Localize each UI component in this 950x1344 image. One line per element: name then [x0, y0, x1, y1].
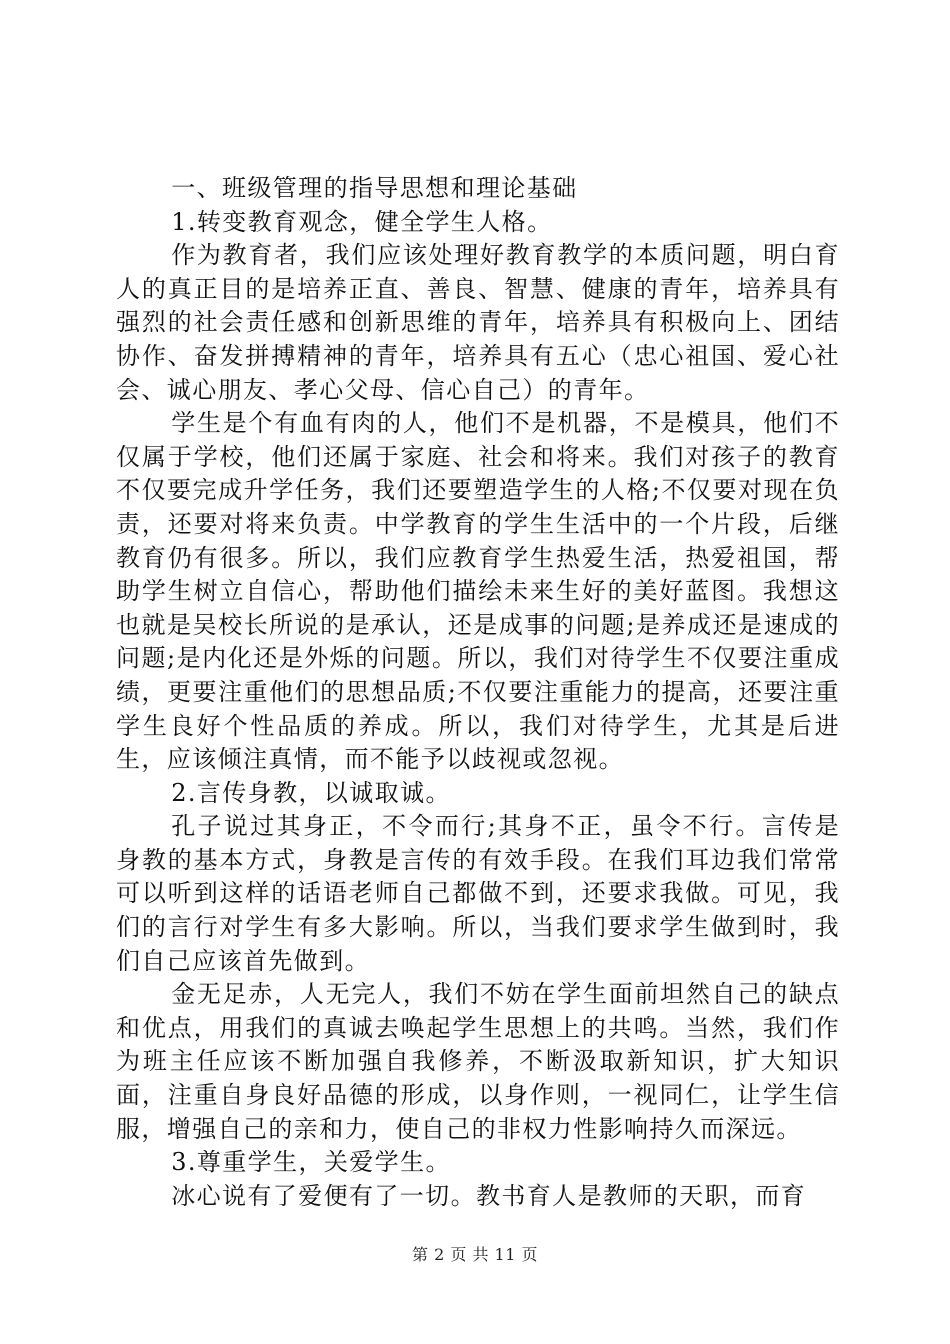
page-number-footer: 第 2 页 共 11 页 — [412, 1245, 538, 1264]
subheading-2: 2.言传身教，以诚取诚。 — [171, 778, 451, 807]
body-paragraph: 学生是个有血有肉的人，他们不是机器，不是模具，他们不仅属于学校，他们还属于家庭、社会和将来。我们对孩子的教育不仅要完成升学任务，我们还要塑造学生的人格;不仅要对现在负责，还要对将来负责。中学教育的学生生活中的一个片段，后继教育仍有很多。所以，我们应教育学生热爱生活，热爱祖国，帮助学生树立自信心，帮助他们描绘未来生好的美好蓝图。我想这也就是吴校长所说的是承认，还是成事的问题;是养成还是速成的问题;是内化还是外烁的问题。所以，我们对待学生不仅要注重成绩，更要注重他们的思想品质;不仅要注重能力的提高，还要注重学生良好个性品质的养成。所以，我们对待学生，尤其是后进生，应该倾注真情，而不能予以歧视或忽视。 — [116, 409, 840, 774]
body-paragraph: 金无足赤，人无完人，我们不妨在学生面前坦然自己的缺点和优点，用我们的真诚去唤起学生思想上的共鸣。当然，我们作为班主任应该不断加强自我修养，不断汲取新知识，扩大知识面，注重自身良好品德的形成，以身作则，一视同仁，让学生信服，增强自己的亲和力，使自己的非权力性影响持久而深远。 — [116, 980, 840, 1143]
body-paragraph: 冰心说有了爱便有了一切。教书育人是教师的天职，而育 — [171, 1181, 807, 1210]
subheading-3: 3.尊重学生，关爱学生。 — [171, 1148, 451, 1177]
section-heading: 一、班级管理的指导思想和理论基础 — [171, 174, 578, 202]
body-paragraph: 孔子说过其身正，不令而行;其身不正，虽令不行。言传是身教的基本方式，身教是言传的有效手段。在我们耳边我们常常可以听到这样的话语老师自己都做不到，还要求我做。可见，我们的言行对学生有多大影响。所以，当我们要求学生做到时，我们自己应该首先做到。 — [116, 812, 840, 975]
subheading-1: 1.转变教育观念，健全学生人格。 — [171, 207, 553, 236]
document-body — [116, 172, 840, 1213]
body-paragraph: 作为教育者，我们应该处理好教育教学的本质问题，明白育人的真正目的是培养正直、善良、智慧、健康的青年，培养具有强烈的社会责任感和创新思维的青年，培养具有积极向上、团结协作、奋发拼搏精神的青年，培养具有五心（忠心祖国、爱心社会、诚心朋友、孝心父母、信心自己）的青年。 — [116, 241, 840, 404]
